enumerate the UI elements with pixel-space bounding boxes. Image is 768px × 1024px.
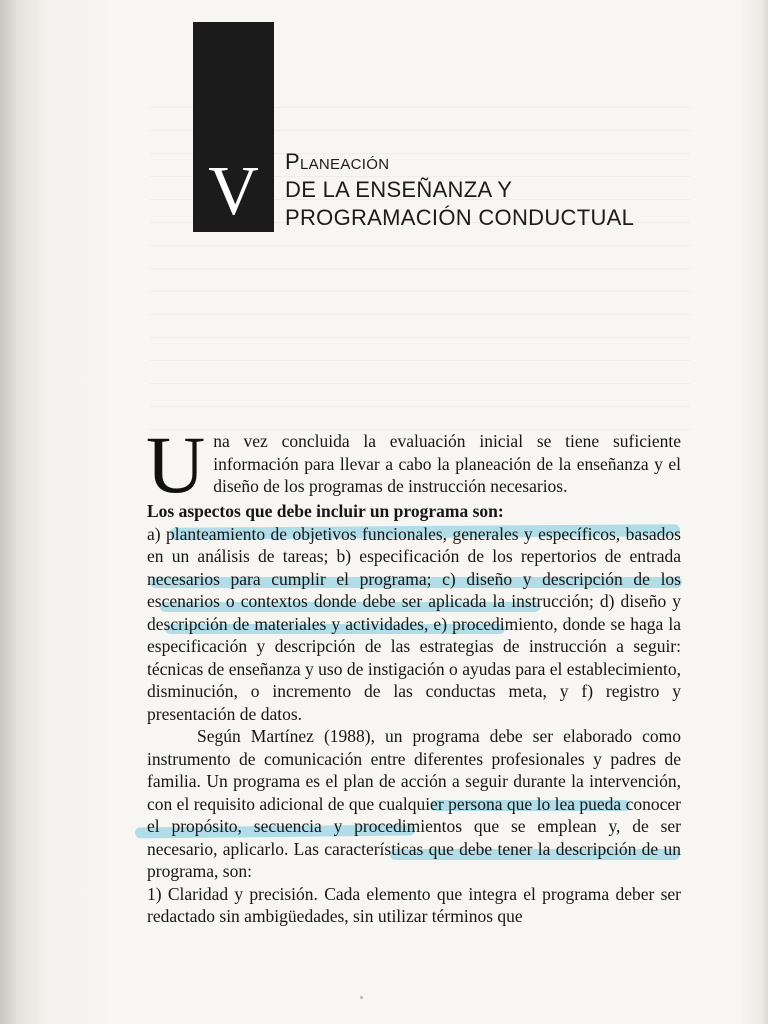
aspects-heading: Los aspectos que debe incluir un programa son: — [147, 501, 504, 521]
chapter-title-line-1: Planeación — [285, 149, 390, 174]
paper-speck — [360, 996, 363, 999]
body-text — [146, 419, 681, 928]
intro-text: na vez concluida la evaluación inicial se tiene suficiente información para llevar a cabo la planeación de la enseñanza y el diseño de los programas de instrucción necesarios. — [213, 431, 681, 496]
drop-cap: U — [146, 419, 206, 510]
aspects-paragraph: a) planteamiento de objetivos funcionales, generales y específicos, basados en un análisis de tareas; b) especificación de los repertorios de entrada necesarios para cumplir el programa; c) diseño y descripción de los escenarios o contextos donde debe ser aplicada la instrucción; d) diseño y descripción de materiales y actividades, e) procedimiento, donde se haga la especificación y descripción de las estrategias de instrucción a seguir: técnicas de enseñanza y uso de instigación o ayudas para el establecimiento, disminución, o incremento de las conductas meta, y f) registro y presentación de datos. — [147, 523, 681, 724]
chapter-number: V — [208, 153, 259, 230]
chapter-title-line-2: DE LA ENSEÑANZA Y — [285, 177, 513, 202]
intro-paragraph — [146, 419, 681, 510]
martinez-paragraph: Según Martínez (1988), un programa debe ser elaborado como instrumento de comunicación entre diferentes profesionales y padres de familia. Un programa es el plan de acción a seguir durante la intervención, con el requisito adicional de que cualquier persona que lo lea pueda conocer el propósito, secuencia y procedimientos que se emplean y, de ser necesario, aplicarlo. Las características que debe tener la descripción de un programa, son: — [147, 726, 681, 881]
chapter-title — [285, 148, 705, 232]
item-1-paragraph: 1) Claridad y precisión. Cada elemento que integra el programa deber ser redactado sin ambigüedades, sin utilizar términos que — [147, 883, 681, 926]
chapter-title-line-3: PROGRAMACIÓN CONDUCTUAL — [285, 205, 635, 230]
